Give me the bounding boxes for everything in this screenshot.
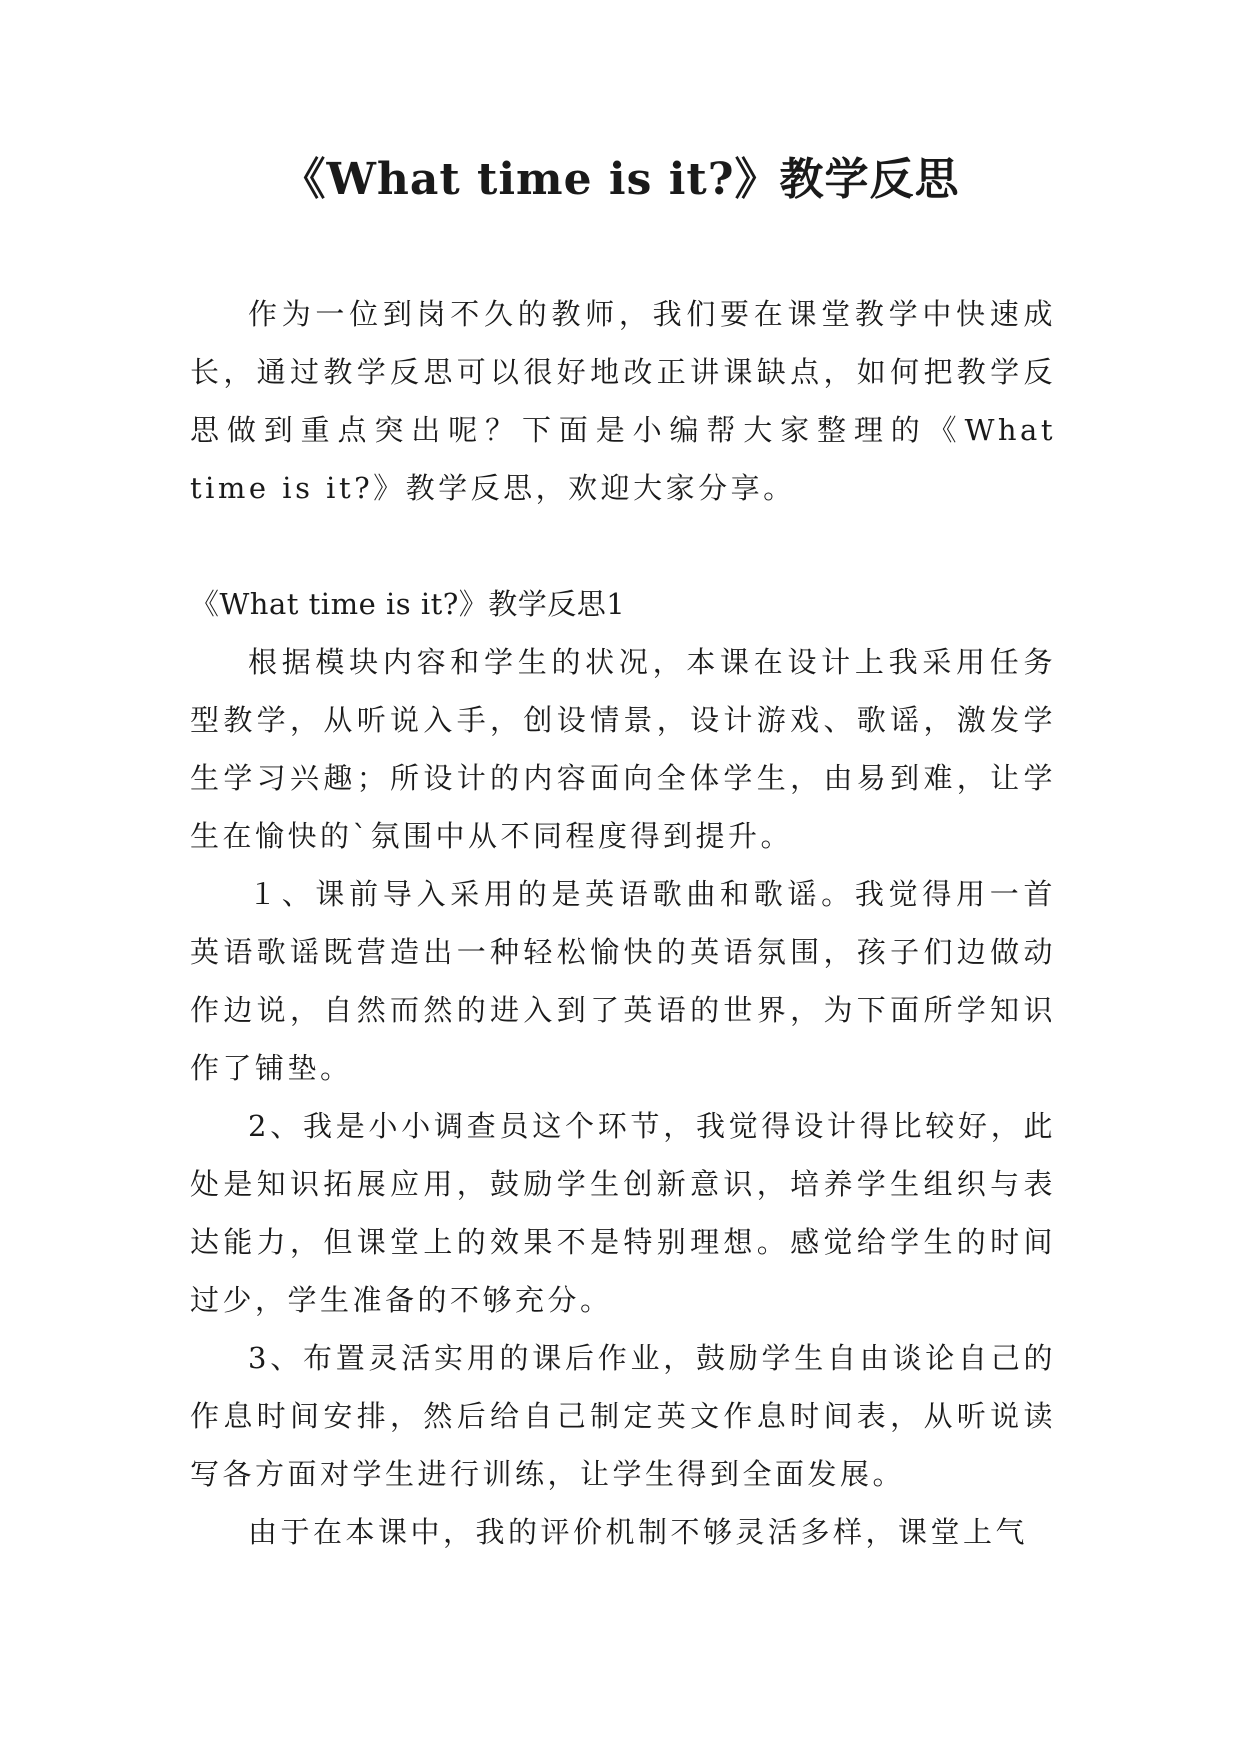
body-paragraph: １、课前导入采用的是英语歌曲和歌谣。我觉得用一首英语歌谣既营造出一种轻松愉快的英语氛围，孩子们边做动作边说，自然而然的进入到了英语的世界，为下面所学知识作了铺垫。	[190, 877, 1056, 1085]
intro-paragraph: 作为一位到岗不久的教师，我们要在课堂教学中快速成长，通过教学反思可以很好地改正讲课缺点，如何把教学反思做到重点突出呢？下面是小编帮大家整理的《What time is it?》教学反思，欢迎大家分享。	[190, 297, 1056, 505]
body-paragraph: 由于在本课中，我的评价机制不够灵活多样，课堂上气	[248, 1515, 1029, 1549]
document-body	[190, 285, 1056, 1561]
document-title: 《What time is it?》教学反思	[281, 154, 960, 205]
body-paragraph: 根据模块内容和学生的状况，本课在设计上我采用任务型教学，从听说入手，创设情景，设计游戏、歌谣，激发学生学习兴趣；所设计的内容面向全体学生，由易到难，让学生在愉快的`氛围中从不同程度得到提升。	[190, 645, 1056, 853]
body-paragraph: 3、布置灵活实用的课后作业，鼓励学生自由谈论自己的作息时间安排，然后给自己制定英文作息时间表，从听说读写各方面对学生进行训练，让学生得到全面发展。	[190, 1341, 1056, 1491]
body-paragraph: 2、我是小小调查员这个环节，我觉得设计得比较好，此处是知识拓展应用，鼓励学生创新意识，培养学生组织与表达能力，但课堂上的效果不是特别理想。感觉给学生的时间过少，学生准备的不够充分。	[190, 1109, 1056, 1317]
section-heading: 《What time is it?》教学反思1	[190, 587, 626, 621]
